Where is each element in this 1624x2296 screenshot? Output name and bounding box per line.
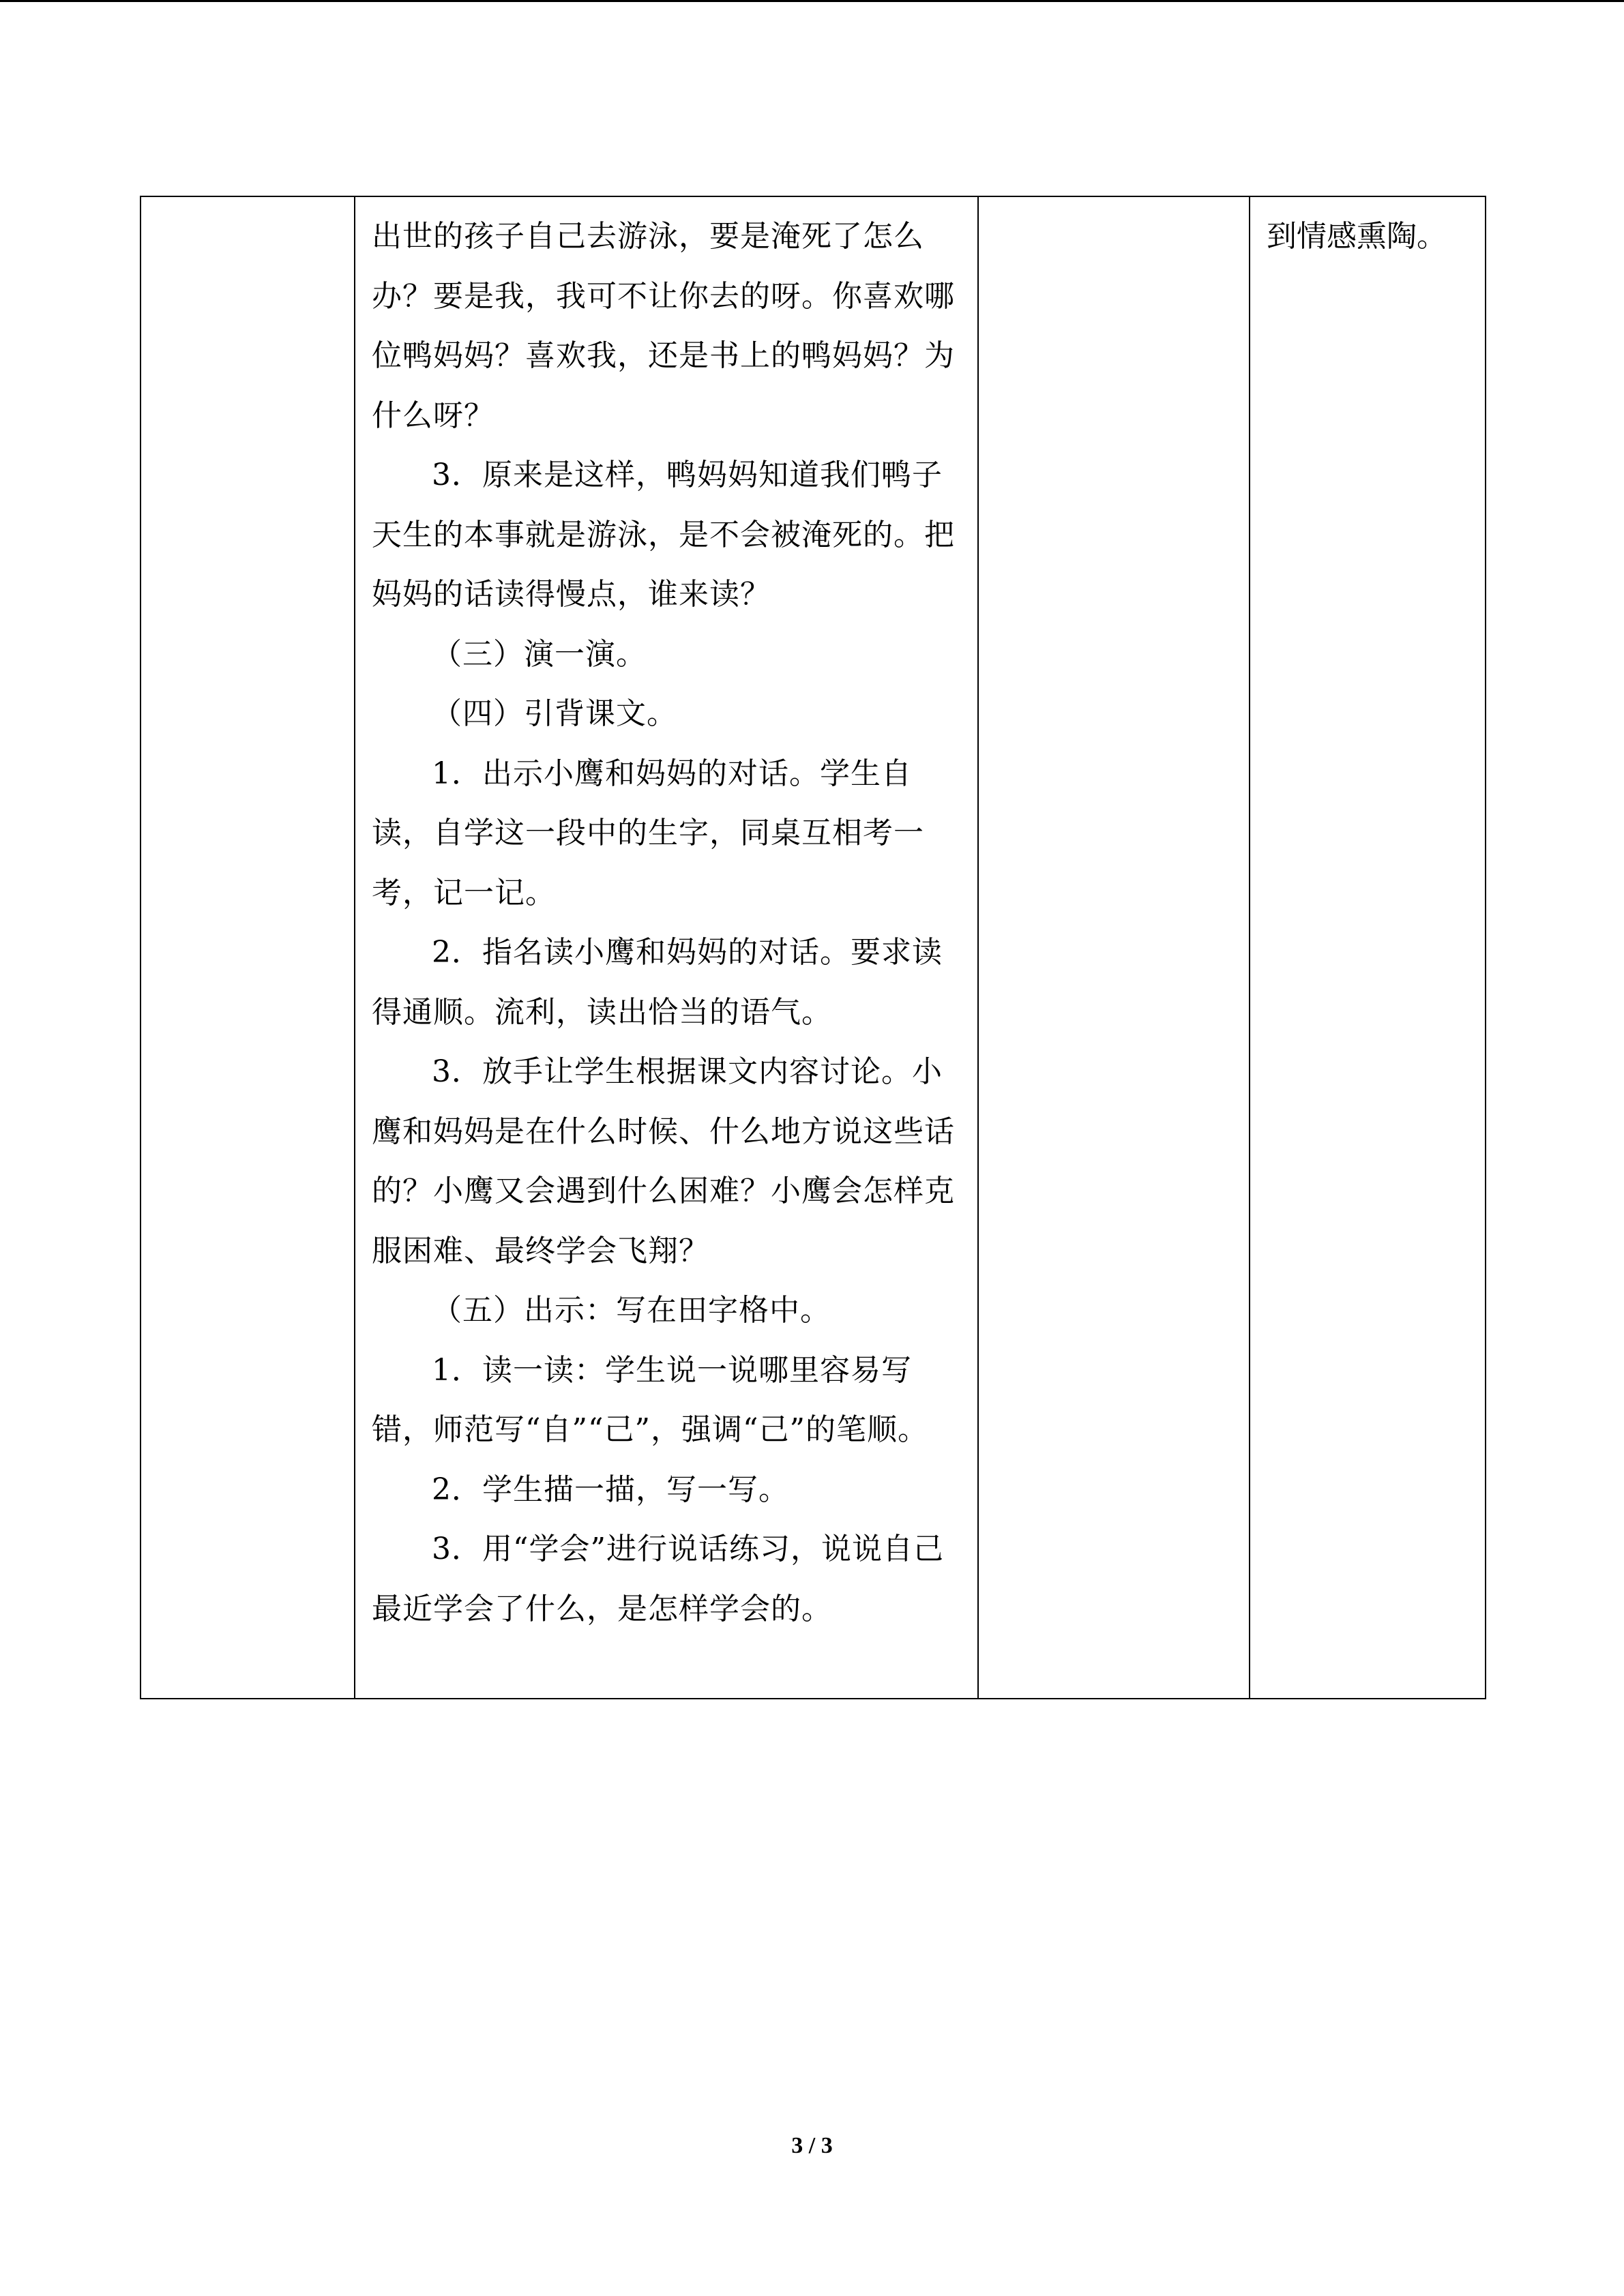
paragraph: （五）出示：写在田字格中。 [432,1293,831,1328]
paragraph: 1．读一读：学生说一说哪里容易写错，师范写“自”“己”，强调“己”的笔顺。 [372,1352,928,1447]
paragraph: 2．学生描一描，写一写。 [432,1472,789,1507]
design-intent-text: 到情感熏陶。 [1267,219,1447,254]
paragraph: 1．出示小鹰和妈妈的对话。学生自读，自学这一段中的生字，同桌互相考一考，记一记。 [372,756,924,910]
paragraph: 出世的孩子自己去游泳，要是淹死了怎么办？要是我，我可不让你去的呀。你喜欢哪位鸭妈妈？喜欢我，还是书上的鸭妈妈？为什么呀？ [372,219,955,433]
paragraph: 3．原来是这样，鸭妈妈知道我们鸭子天生的本事就是游泳，是不会被淹死的。把妈妈的话读得慢点，谁来读？ [372,458,955,612]
table-cell-col1 [141,196,355,1699]
table-row [141,196,1486,1699]
table-cell-teaching-process [355,196,978,1699]
paragraph: 3．放手让学生根据课文内容讨论。小鹰和妈妈是在什么时候、什么地方说这些话的？小鹰又会遇到什么困难？小鹰会怎样克服困难、最终学会飞翔？ [372,1054,955,1268]
paragraph: （三）演一演。 [432,636,647,672]
paragraph: （四）引背课文。 [432,696,677,731]
teaching-process-text [355,197,977,1639]
top-rule [0,0,1624,2]
lesson-plan-table [140,196,1486,1699]
page-number: 3 / 3 [791,2133,833,2158]
table-cell-design-intent [1250,196,1486,1699]
paragraph: 3．用“学会”进行说话练习，说说自己最近学会了什么，是怎样学会的。 [372,1532,944,1626]
table-cell-col3 [978,196,1250,1699]
paragraph: 2．指名读小鹰和妈妈的对话。要求读得通顺。流利，读出恰当的语气。 [372,935,943,1030]
